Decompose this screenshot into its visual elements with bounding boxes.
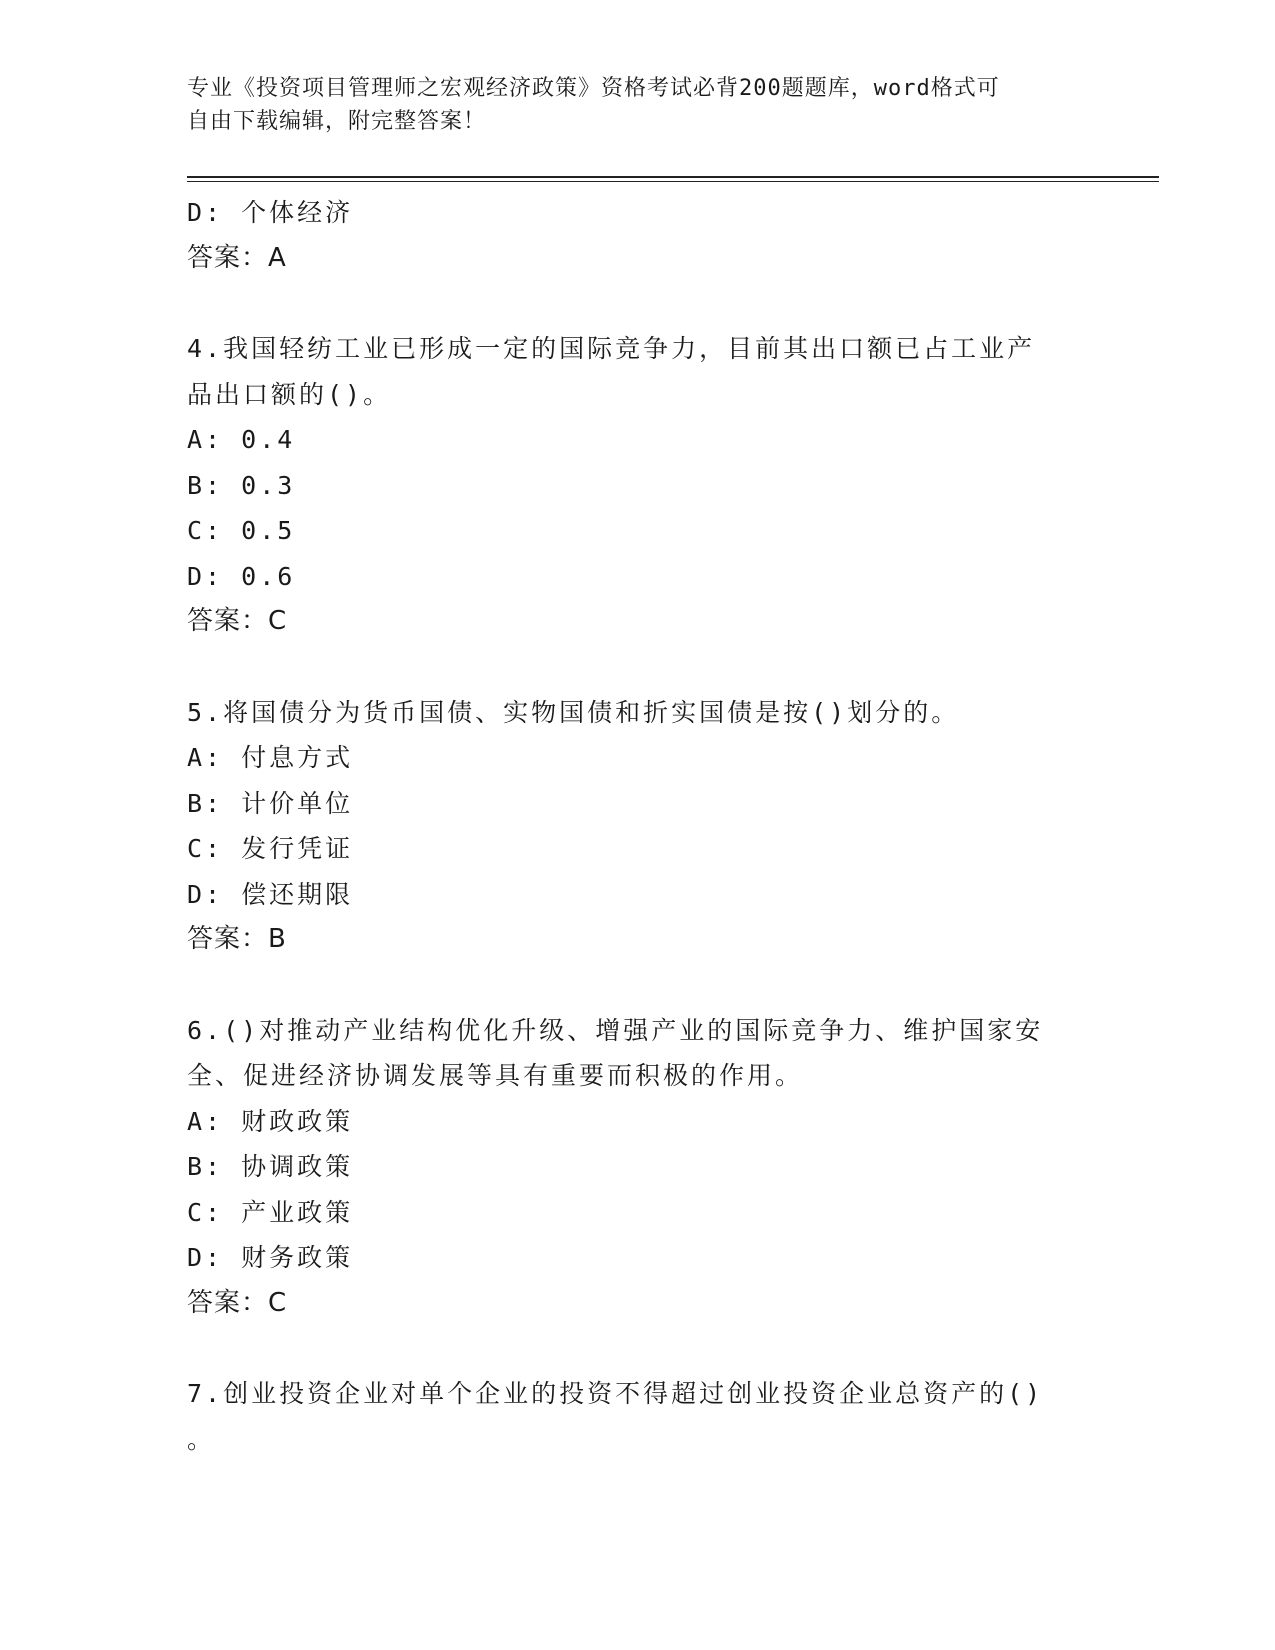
question-list	[187, 190, 1067, 1462]
question-stem: 5.将国债分为货币国债、实物国债和折实国债是按()划分的。	[187, 697, 960, 727]
header-line-1: 专业《投资项目管理师之宏观经济政策》资格考试必背200题题库，word格式可	[187, 76, 1000, 101]
question-stem-continued: 全、促进经济协调发展等具有重要而积极的作用。	[187, 1061, 804, 1090]
option-c: C: 产业政策	[187, 1197, 354, 1227]
option-b: B: 计价单位	[187, 788, 354, 818]
question-stem: 7.创业投资企业对单个企业的投资不得超过创业投资企业总资产的()	[187, 1379, 1044, 1408]
option-b: B: 0.3	[187, 470, 296, 500]
option-d: D: 0.6	[187, 561, 296, 591]
answer-line: 答案：A	[187, 242, 287, 273]
answer-line: 答案：C	[187, 1287, 288, 1318]
question-5	[187, 690, 1067, 963]
question-stem: 4.我国轻纺工业已形成一定的国际竞争力，目前其出口额已占工业产	[187, 334, 1036, 363]
option-c: C: 发行凭证	[187, 834, 354, 863]
answer-line: 答案：C	[187, 606, 288, 636]
question-stem-continued: 品出口额的()。	[187, 379, 392, 409]
option-b: B: 协调政策	[187, 1152, 354, 1181]
option-a: A: 财政政策	[187, 1106, 354, 1136]
option-a: A: 付息方式	[187, 743, 354, 772]
option-d: D: 偿还期限	[187, 879, 354, 909]
header-rule-thick	[187, 176, 1159, 178]
question-stem: 6.()对推动产业结构优化升级、增强产业的国际竞争力、维护国家安	[187, 1015, 1044, 1045]
answer-line: 答案：B	[187, 924, 287, 954]
option-d: D: 财务政策	[187, 1243, 354, 1272]
question-stem-continued: 。	[187, 1424, 216, 1454]
question-6	[187, 1008, 1067, 1327]
document-header	[187, 72, 1067, 138]
question-7	[187, 1371, 1067, 1462]
option-a: A: 0.4	[187, 425, 296, 454]
header-line-2: 自由下载编辑，附完整答案！	[187, 109, 487, 134]
option-c: C: 0.5	[187, 516, 296, 545]
header-rule-thin	[187, 181, 1159, 182]
question-4	[187, 326, 1067, 645]
option-d: D: 个体经济	[187, 198, 354, 227]
